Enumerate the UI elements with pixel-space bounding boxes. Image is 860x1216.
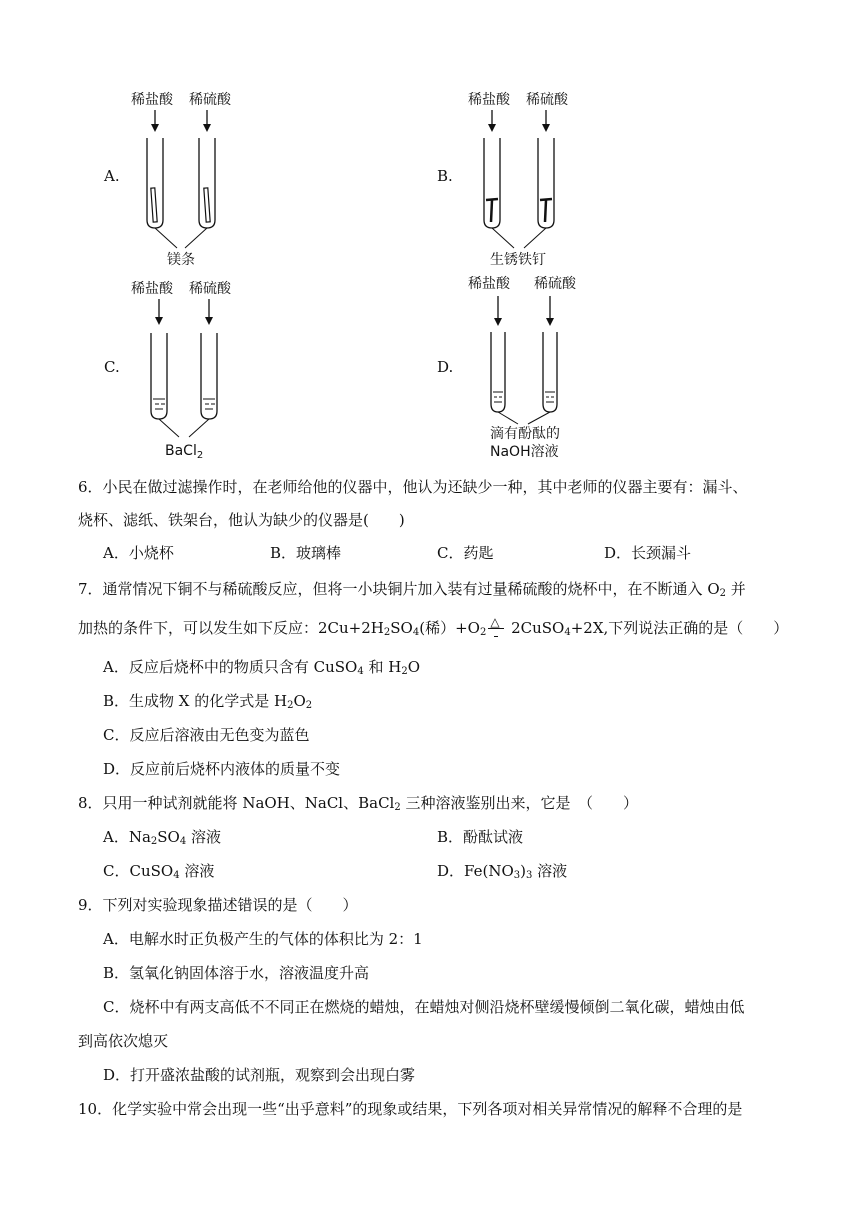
fig-a-bottom-label: 镁条 (167, 252, 195, 268)
q7-option-d: D．反应前后烧杯内液体的质量不变 (103, 760, 341, 778)
q9-option-b: B．氢氧化钠固体溶于水，溶液温度升高 (103, 964, 370, 982)
q9-option-a: A．电解水时正负极产生的气体的体积比为 2：1 (103, 930, 423, 948)
q9-option-c-line1: C．烧杯中有两支高低不不同正在燃烧的蜡烛，在蜡烛对侧沿烧杯壁缓慢倾倒二氧化碳，蜡烛由低 (103, 998, 745, 1016)
figure-b-test-tubes (462, 88, 582, 272)
q9-option-c-line2: 到高依次熄灭 (78, 1032, 169, 1050)
fig-a-acid2-label: 稀硫酸 (189, 92, 231, 108)
fig-d-bottom-label-1: 滴有酚酞的 (490, 426, 560, 442)
q6-option-c: C．药匙 (437, 544, 494, 562)
heating-condition-sign: △ (486, 617, 506, 639)
fig-c-bottom-sub: 2 (196, 450, 204, 461)
q10-stem: 10．化学实验中常会出现一些“出乎意料”的现象或结果，下列各项对相关异常情况的解释不合理的是 (78, 1100, 743, 1118)
q8-stem: 8．只用一种试剂就能将 NaOH、NaCl、BaCl$_2$ 三种溶液鉴别出来，它是 （ ） (78, 794, 638, 813)
option-d-letter: D. (437, 358, 454, 376)
q7-option-b: B．生成物 X 的化学式是 $H_2O_2$ (103, 692, 313, 711)
q8-option-a: A．$Na_2SO_4$ 溶液 (103, 828, 222, 847)
figure-a-test-tubes (125, 88, 245, 272)
q7-option-c: C．反应后溶液由无色变为蓝色 (103, 726, 310, 744)
q6-stem-line2: 烧杯、滤纸、铁架台，他认为缺少的仪器是( ) (78, 511, 405, 529)
q7-stem-line1: 7．通常情况下铜不与稀硫酸反应，但将一小块铜片加入装有过量稀硫酸的烧杯中，在不断通入 $O_2$ 并 (78, 580, 746, 599)
fig-d-bottom-label-2: NaOH溶液 (490, 444, 559, 460)
fig-d-acid1-label: 稀盐酸 (468, 276, 510, 292)
figure-c-test-tubes (125, 277, 245, 466)
fig-b-bottom-label: 生锈铁钉 (490, 252, 546, 268)
q6-option-d: D．长颈漏斗 (604, 544, 692, 562)
fig-d-acid2-label: 稀硫酸 (534, 276, 576, 292)
fig-c-bottom-label: BaCl (165, 443, 197, 459)
option-b-letter: B. (437, 167, 453, 185)
q8-option-b: B．酚酞试液 (437, 828, 524, 846)
q6-option-a: A．小烧杯 (103, 544, 174, 562)
q7-stem-line2: 加热的条件下，可以发生如下反应：$2Cu+2H_2SO_4$(稀）$+O_2$ △ 2CuSO$_4$+2X,下列说法正确的是（ ） (78, 615, 789, 638)
q8-option-c: C．CuSO$_4$ 溶液 (103, 862, 215, 881)
figure-d-test-tubes (462, 272, 592, 466)
q8-option-d: D．$Fe(NO_3)_3$ 溶液 (437, 862, 568, 881)
q6-option-b: B．玻璃棒 (270, 544, 342, 562)
option-a-letter: A. (104, 167, 120, 185)
fig-b-acid2-label: 稀硫酸 (526, 92, 568, 108)
q9-option-d: D．打开盛浓盐酸的试剂瓶，观察到会出现白雾 (103, 1066, 416, 1084)
fig-b-acid1-label: 稀盐酸 (468, 92, 510, 108)
q9-stem: 9．下列对实验现象描述错误的是（ ） (78, 896, 358, 914)
q7-option-a: A．反应后烧杯中的物质只含有 CuSO$_4$ 和 $H_2O$ (103, 658, 421, 677)
fig-c-acid2-label: 稀硫酸 (189, 281, 231, 297)
svg-text:BaCl2 (165, 443, 203, 461)
fig-a-acid1-label: 稀盐酸 (131, 92, 173, 108)
option-c-letter: C. (104, 358, 120, 376)
fig-c-acid1-label: 稀盐酸 (131, 281, 173, 297)
q6-stem-line1: 6．小民在做过滤操作时，在老师给他的仪器中，他认为还缺少一种，其中老师的仪器主要有：漏斗、 (78, 478, 748, 496)
